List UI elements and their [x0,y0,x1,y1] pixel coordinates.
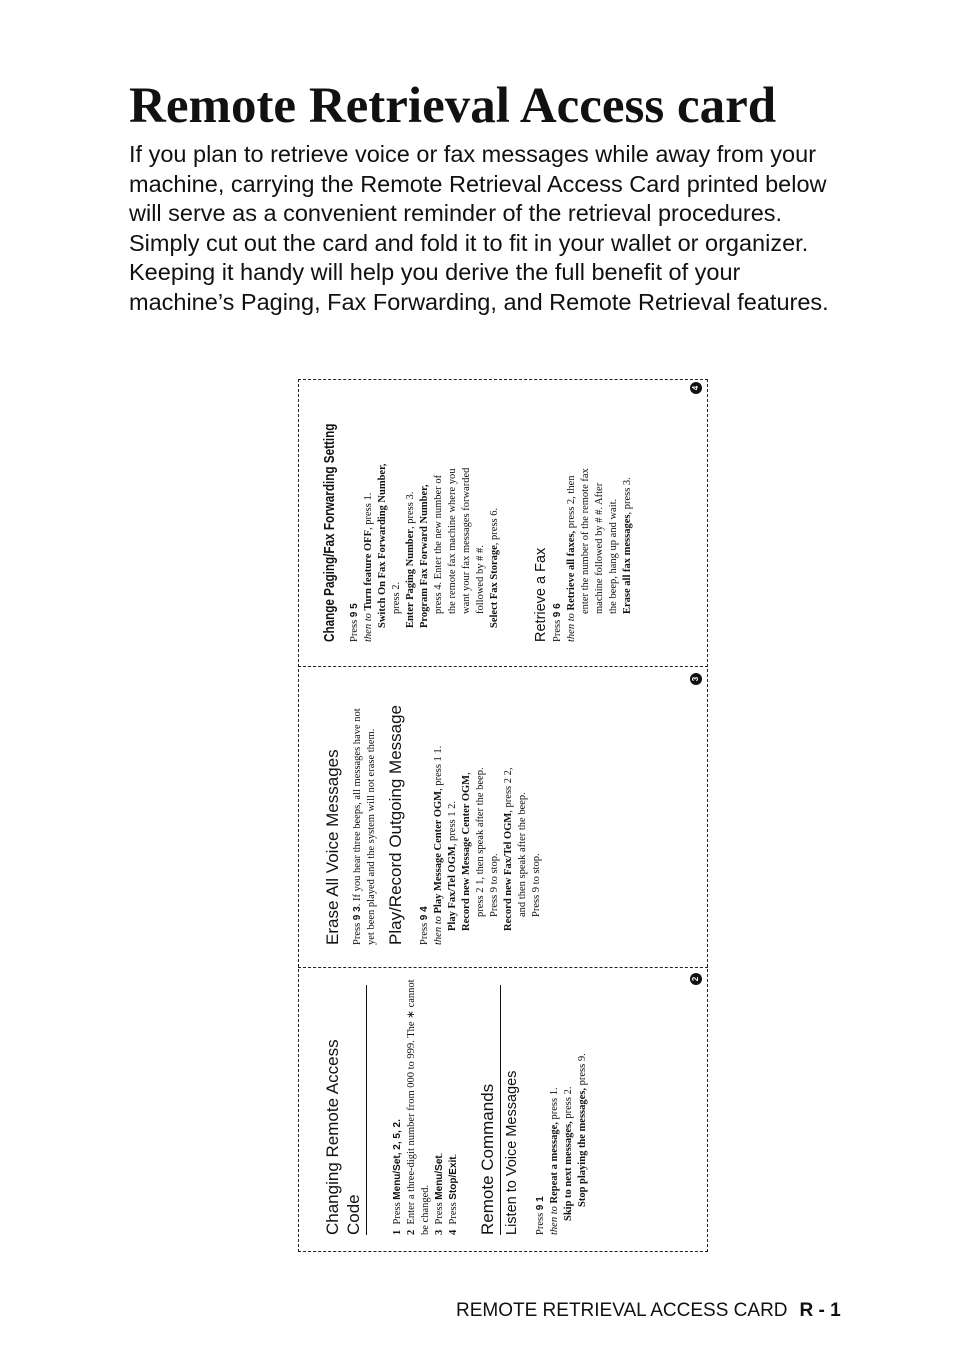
intro-paragraph [129,140,909,317]
remote-commands-heading: Remote Commands [478,1083,497,1235]
heading-rule [366,985,367,1235]
panel-number-badge: 3 [690,673,702,685]
intro-line: machine, carrying the Remote Retrieval Access Card printed below [129,170,827,197]
cut-line-bottom [298,1251,708,1252]
listen-heading: Listen to Voice Messages [504,1070,520,1235]
ogm-heading: Play/Record Outgoing Message [386,704,405,945]
intro-line: will serve as a convenient reminder of the retrieval procedures. [129,200,783,226]
paging-heading: Change Paging/Fax Forwarding Setting [321,423,338,642]
access-card [298,379,708,1252]
heading-rule [500,985,501,1235]
card-panel-4 [298,376,708,666]
page-footer [456,1299,841,1323]
intro-line: Keeping it handy will help you derive the full benefit of your [129,259,741,285]
card-panel-2 [298,967,708,1251]
erase-heading: Erase All Voice Messages [323,749,342,945]
intro-line: If you plan to retrieve voice or fax messages while away from your [129,141,817,167]
panel-number-badge: 4 [690,382,702,394]
footer-section-title: REMOTE RETRIEVAL ACCESS CARD [456,1300,788,1321]
intro-line: machine’s Paging, Fax Forwarding, and Remote Retrieval features. [129,288,829,315]
page-title: Remote Retrieval Access card [129,78,777,134]
panel-number-badge: 2 [690,973,702,985]
access-code-block: Changing Remote Access Code 1 Press Menu/Set, 2, 5, 2. 2 Enter a three-digit number from 000 to 999. The ∗ cannot be changed. 3 Press Menu/Set. 4 Press Stop/Exit. Remote Commands Listen to Voice Messages Press 9 1 then to Repeat a message, press 1. Skip to next messages, press 2. Stop playing the messages, press 9. [322,975,590,1235]
access-code-steps: 1 Press Menu/Set, 2, 5, 2. 2 Enter a three-digit number from 000 to 999. The ∗ cannot be changed. 3 Press Menu/Set. 4 Press Stop/Exit. [392,979,459,1235]
erase-block: Erase All Voice Messages Press 9 3. If you hear three beeps, all messages have not yet been played and the system will not erase them. Play/Record Outgoing Message Press 9 4 then to Play Message Center OGM, press 1 1. Play Fax/Tel OGM, press 1 2. Record new Message Center OGM, press 2 1, then speak after the beep. Press 9 to stop. Record new Fax/Tel OGM, press 2 2, and then speak after the beep. Press 9 to stop. [322,675,544,945]
paging-body: Press 9 5 then to Turn feature OFF, press 1. Switch On Fax Forwarding Number, press 2. Enter Paging Number, press 3. Program Fax Forward Number, press 4. Enter the new number of the remote fax machine where you want your fax messages forwarded followed by # #. Select Fax Storage, press 6. Retrieve a Fax Press 9 6 then to Retrieve all faxes, press 2, then enter the number of the remote fax machine followed by # #. After the beep, hang up and wait. Erase all fax messages, press 3. [348,382,635,642]
access-code-heading: Changing Remote Access Code [323,1039,363,1235]
card-panel-3 [298,667,708,967]
paging-heading-wrap [320,372,339,642]
intro-line: Simply cut out the card and fold it to fit in your wallet or organizer. [129,229,809,256]
fax-heading: Retrieve a Fax [533,547,549,642]
footer-page-number: R - 1 [799,1300,841,1321]
